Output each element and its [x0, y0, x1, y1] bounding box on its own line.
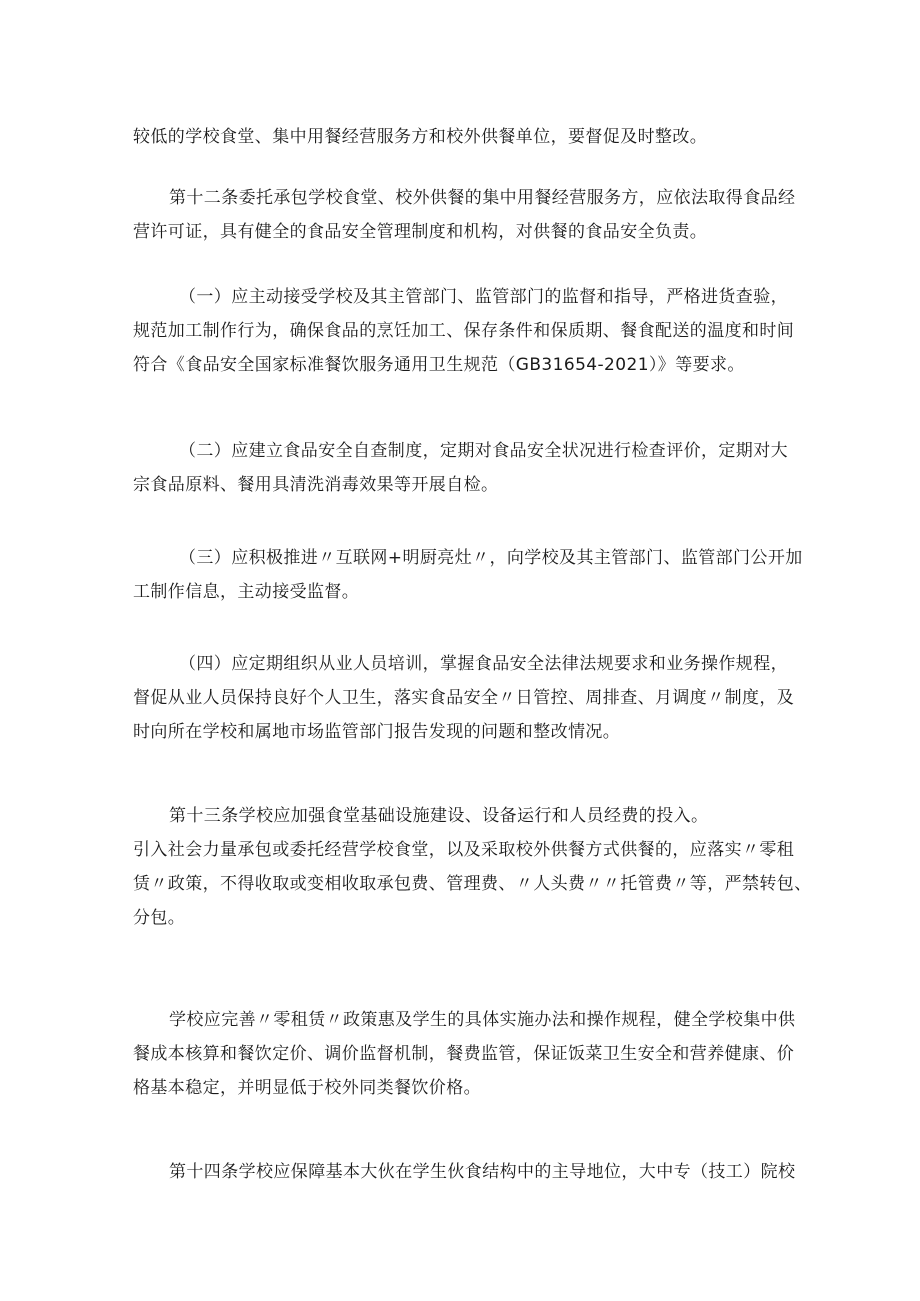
text-line: （一）应主动接受学校及其主管部门、监管部门的监督和指导，严格进货查验，: [179, 287, 788, 307]
paragraph-article-13: [133, 799, 812, 935]
text-line: 餐成本核算和餐饮定价、调价监督机制，餐费监管，保证饭菜卫生安全和营养健康、价: [133, 1044, 795, 1064]
text-line: 格基本稳定，并明显低于校外同类餐饮价格。: [133, 1078, 481, 1098]
paragraph-item-2: [133, 434, 788, 502]
paragraph-item-4: [133, 647, 795, 749]
text-line: 工制作信息，主动接受监督。: [133, 582, 360, 602]
text-line: 宗食品原料、餐用具清洗消毒效果等开展自检。: [133, 475, 499, 495]
paragraph-continuation: [133, 120, 783, 154]
text-line: 符合《食品安全国家标准餐饮服务通用卫生规范（GB31654-2021）》等要求。: [133, 355, 745, 375]
text-line: （二）应建立食品安全自查制度，定期对食品安全状况进行检查评价，定期对大: [179, 441, 788, 461]
text-line: 第十二条委托承包学校食堂、校外供餐的集中用餐经营服务方，应依法取得食品经: [169, 188, 796, 208]
text-line: （四）应定期组织从业人员培训，掌握食品安全法律法规要求和业务操作规程，: [179, 654, 788, 674]
paragraph-item-3: [133, 541, 803, 609]
text-line: 学校应完善〃零租赁〃政策惠及学生的具体实施办法和操作规程，健全学校集中供: [169, 1010, 796, 1030]
paragraph-article-14: [133, 1155, 796, 1189]
text-line: 时向所在学校和属地市场监管部门报告发现的问题和整改情况。: [133, 722, 621, 742]
paragraph-article-12: [133, 181, 796, 249]
paragraph-zero-rent: [133, 1003, 796, 1105]
text-line: （三）应积极推进〃互联网+明厨亮灶〃，向学校及其主管部门、监管部门公开加: [179, 548, 803, 568]
paragraph-item-1: [133, 280, 795, 382]
text-line: 规范加工制作行为，确保食品的烹饪加工、保存条件和保质期、餐食配送的温度和时间: [133, 321, 795, 341]
text-line: 第十四条学校应保障基本大伙在学生伙食结构中的主导地位，大中专（技工）院校: [169, 1162, 796, 1182]
text-line: 营许可证，具有健全的食品安全管理制度和机构，对供餐的食品安全负责。: [133, 222, 708, 242]
text-line: 赁〃政策，不得收取或变相收取承包费、管理费、〃人头费〃〃托管费〃等，严禁转包、: [133, 874, 812, 894]
text-line: 第十三条学校应加强食堂基础设施建设、设备运行和人员经费的投入。: [169, 806, 709, 826]
text-line: 较低的学校食堂、集中用餐经营服务方和校外供餐单位，要督促及时整改。: [133, 127, 708, 147]
text-line: 分包。: [133, 908, 186, 928]
text-line: 督促从业人员保持良好个人卫生，落实食品安全〃日管控、周排查、月调度〃制度，及: [133, 688, 795, 708]
text-line: 引入社会力量承包或委托经营学校食堂，以及采取校外供餐方式供餐的，应落实〃零租: [133, 840, 795, 860]
